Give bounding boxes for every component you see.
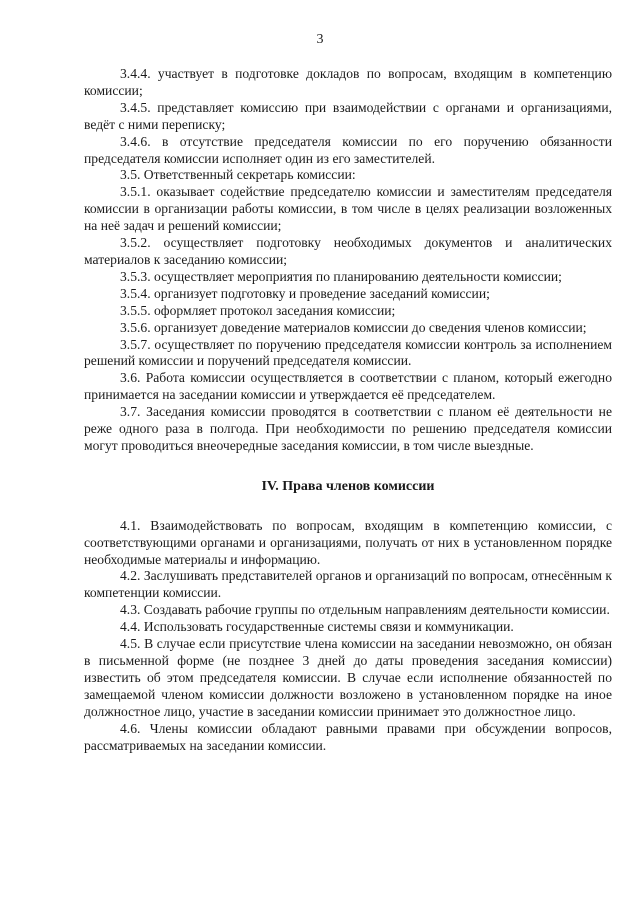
- paragraph-4-3: 4.3. Создавать рабочие группы по отдельным направлениям деятельности комиссии.: [120, 602, 610, 618]
- paragraph-3-6: 3.6. Работа комиссии осуществляется в соответствии с планом, который ежегодно принимается на заседании комиссии и утверждается её председателем.: [84, 370, 612, 403]
- paragraph-3-4-4: 3.4.4. участвует в подготовке докладов по вопросам, входящим в компетенцию комиссии;: [84, 66, 612, 98]
- paragraph-3-5-1: 3.5.1. оказывает содействие председателю комиссии и заместителям председателя комиссии в организации работы комиссии, в том числе в целях реализации возложенных на неё задач и решений комиссии;: [84, 184, 612, 234]
- section-4-heading: IV. Права членов комиссии: [261, 478, 435, 494]
- paragraph-4-4: 4.4. Использовать государственные системы связи и коммуникации.: [120, 619, 514, 635]
- section-4-body: [84, 518, 612, 755]
- paragraph-4-5: 4.5. В случае если присутствие члена комиссии на заседании невозможно, он обязан в письменной форме (не позднее 3 дней до даты проведения заседания комиссии) известить об этом председателя комиссии. В случае если исполнение обязанностей по замещаемой членом комиссии должности возложено в установленном порядке на иное должностное лицо, участие в заседании комиссии принимает это должностное лицо.: [84, 636, 612, 719]
- paragraph-3-4-5: 3.4.5. представляет комиссию при взаимодействии с органами и организациями, ведёт с ними переписку;: [84, 99, 612, 132]
- paragraph-3-5-3: 3.5.3. осуществляет мероприятия по планированию деятельности комиссии;: [120, 268, 562, 284]
- paragraph-3-5-4: 3.5.4. организует подготовку и проведение заседаний комиссии;: [120, 285, 490, 301]
- paragraph-3-7: 3.7. Заседания комиссии проводятся в соответствии с планом её деятельности не реже одного раза в полгода. При необходимости по решению председателя комиссии могут проводиться внеочередные заседания комиссии, в том числе выездные.: [84, 404, 612, 453]
- paragraph-3-5-7: 3.5.7. осуществляет по поручению председателя комиссии контроль за исполнением решений комиссии и поручений председателя комиссии.: [84, 336, 612, 369]
- section-3-continuation: [84, 66, 612, 455]
- paragraph-3-5-6: 3.5.6. организует доведение материалов комиссии до сведения членов комиссии;: [120, 319, 587, 335]
- paragraph-3-5-2: 3.5.2. осуществляет подготовку необходимых документов и аналитических материалов к заседанию комиссии;: [84, 235, 612, 267]
- paragraph-3-4-6: 3.4.6. в отсутствие председателя комиссии по его поручению обязанности председателя комиссии исполняет один из его заместителей.: [84, 133, 612, 166]
- paragraph-4-2: 4.2. Заслушивать представителей органов и организаций по вопросам, отнесённым к компетенции комиссии.: [84, 568, 612, 601]
- paragraph-3-5: 3.5. Ответственный секретарь комиссии:: [120, 167, 356, 183]
- page-number: 3: [316, 32, 324, 47]
- paragraph-3-5-5: 3.5.5. оформляет протокол заседания комиссии;: [120, 302, 396, 318]
- paragraph-4-1: 4.1. Взаимодействовать по вопросам, входящим в компетенцию комиссии, с соответствующими органами и организациями, получать от них в установленном порядке необходимые материалы и информацию.: [84, 517, 612, 567]
- document-body: [84, 66, 612, 754]
- paragraph-4-6: 4.6. Члены комиссии обладают равными правами при обсуждении вопросов, рассматриваемых на заседании комиссии.: [84, 720, 612, 753]
